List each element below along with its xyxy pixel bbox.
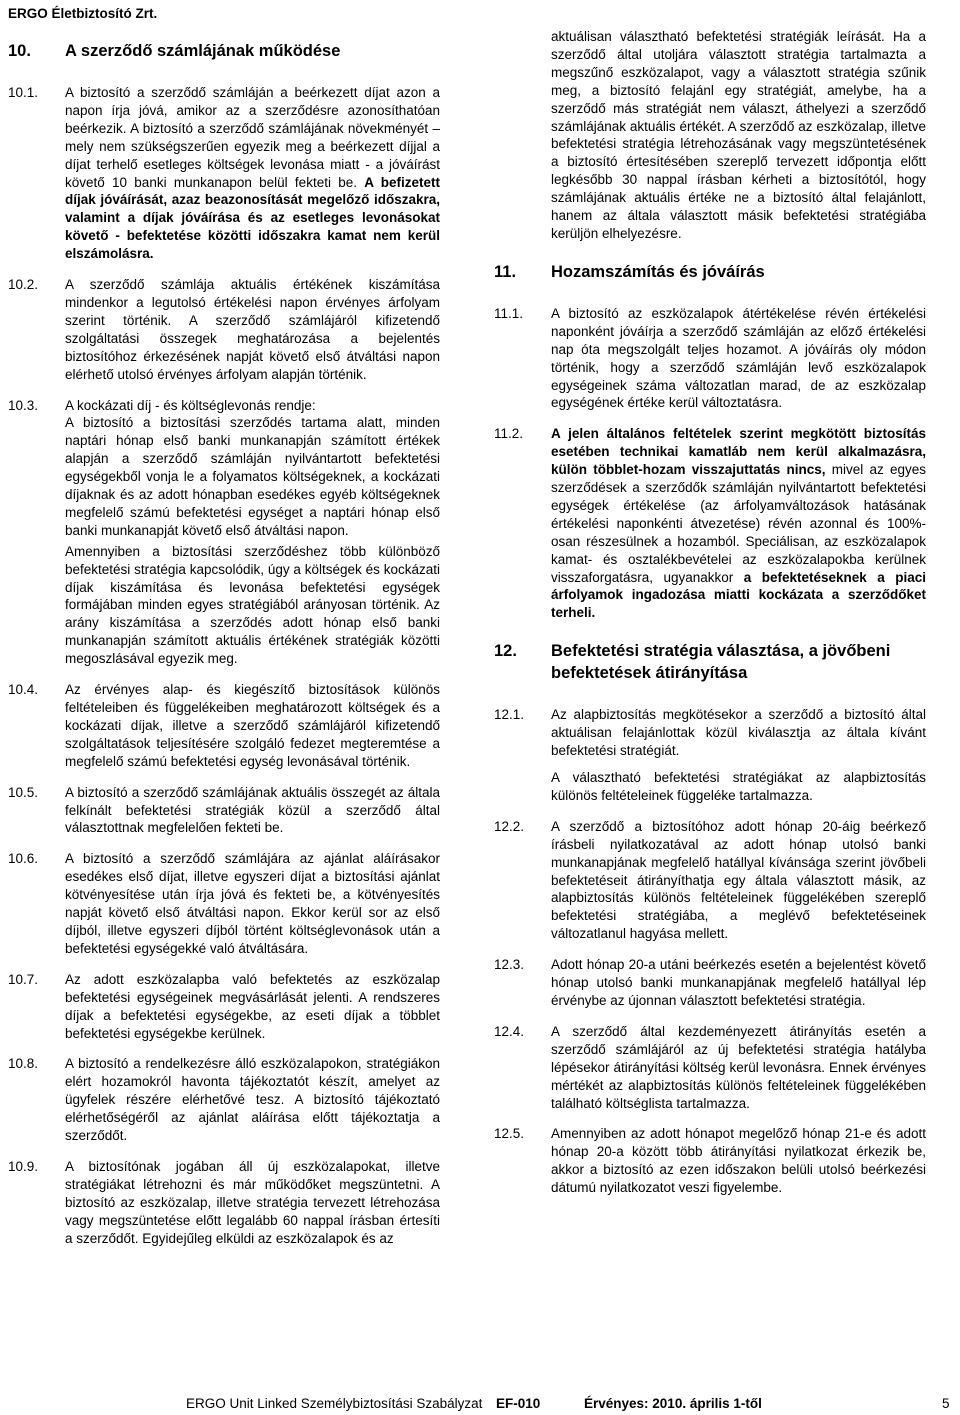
clause-number: 11.1.: [494, 305, 524, 321]
clause-number: 12.3.: [494, 957, 525, 973]
company-header: ERGO Életbiztosító Zrt.: [8, 6, 158, 21]
clause-12-1-paragraph-2: A választható befektetési stratégiákat az alapbiztosítás különös feltételeinek függeléke tartalmazza.: [551, 770, 926, 803]
clause-number: 12.4.: [494, 1023, 525, 1039]
clause-text: Az adott eszközalapba való befektetés az eszközalap befektetési egységeinek megvásárlását jelenti. A rendszeres díjak a befektetési egységekbe, az eseti díjak a többlet befektetési egységekbe kerülnek.: [65, 971, 440, 1041]
clause-10-1: [8, 84, 440, 263]
clause-12-1: [494, 706, 926, 760]
clause-10-9: [8, 1158, 440, 1248]
clause-number: 10.1.: [8, 85, 39, 100]
clause-text: A biztosító a szerződő számlájának aktuális összegét az általa felkínált befektetési stratégiák közül a szerződő által választottnak megfelelően fekteti be.: [65, 784, 440, 836]
clause-12-3: [494, 956, 926, 1010]
clause-12-5: [494, 1125, 926, 1197]
clause-text: Az érvényes alap- és kiegészítő biztosítások különös feltételeiben és függelékeiben meghatározott költségek és a kockázati díjak, illetve a szerződő számlájáról kifizetendő szolgáltatások teljesítésére szolgáló fedezet megteremtése a megfelelő számú befektetési egység levonásával történik.: [65, 682, 440, 769]
footer-validity: Érvényes: 2010. április 1-től: [584, 1396, 762, 1411]
section-10-heading: [8, 40, 440, 62]
clause-text: A biztosító a szerződő számlájára az ajánlat aláírásakor esedékes első díjat, illetve egyszeri díjat a biztosítási ajánlat kötvényesítése után írja jóvá és fekteti be, a kötvényesítés napját követő első átváltási napon. Ekkor kerül sor az első díjból, illetve egyszeri díjból történt költséglevonások után a befektetési egységekké való átváltására.: [65, 851, 440, 956]
clause-text: A szerződő a biztosítóhoz adott hónap 20-áig beérkező írásbeli nyilatkozatával az adott hónap utolsó banki munkanapjának megfelelő hatállyal kívánsága szerint jövőbeli befektetéseit átirányíthatja egy általa választott másik, az alapbiztosítás különös feltételeinek függelékében szereplő befektetési stratégiába, a meglévő befektetéseinek változatlanul hagyása mellett.: [551, 818, 926, 942]
clause-text: [65, 84, 440, 263]
clause-title: A kockázati díj - és költséglevonás rendje:: [65, 397, 316, 413]
clause-text: Az alapbiztosítás megkötésekor a szerződő a biztosító által aktuálisan felajánlottak közül kiválasztja az általa kívánt befektetési stratégiát.: [551, 707, 926, 759]
clause-number: 10.9.: [8, 1158, 39, 1174]
clause-number: 10.3.: [8, 397, 39, 413]
clause-text: A szerződő számlája aktuális értékének kiszámítása mindenkor a legutolsó értékelési napon érvényes árfolyam szerint történik. A szerződő számlájáról kifizetendő szolgáltatási összegek meghatározása a bejelentés biztosítóhoz érkezésének napját követő első átváltási napon elérhető utolsó érvényes árfolyam alapján történik.: [65, 277, 440, 382]
clause-text: Adott hónap 20-a utáni beérkezés esetén a bejelentést követő hónap utolsó banki munkanapjának megfelelő hatállyal lép érvénybe az újonnan választott befektetési stratégia.: [551, 957, 926, 1008]
clause-10-3: [8, 397, 440, 415]
clause-10-3-paragraph-1: A biztosító a biztosítási szerződés tartama alatt, minden naptári hónap első banki munkanapján számított értékek alapján a szerződő számláján nyilvántartott befektetési egységekből vonja le a folyamatos költségeknek, a kockázati díjaknak és az adott hónapban esedékes egyéb költségeknek megfelelő számú befektetési egységet a naptári hónap első banki munkanapját követő első átváltási napon.: [65, 415, 440, 538]
clause-text-regular: A biztosító a szerződő számláján a beérkezett díjat azon a napon írja jóvá, amikor az a szerződésre azonosíthatóan beérkezik. A biztosító a szerződő számlájának növekményét – mely nem szükségszerűen egyezik meg a beérkezett díjjal a díjat terhelő esetleges költségek levonása miatt - a jóváírást követő 10 banki munkanapon belül fekteti be.: [65, 85, 440, 190]
clause-10-3-paragraph-2: Amennyiben a biztosítási szerződéshez több különböző befektetési stratégia kapcsolódik, úgy a költségek és kockázati díjak kiszámítása és levonása befektetési egységek formájában minden egyes stratégiából arányosan történik. Az arány kiszámítása a szerződés adott hónap első banki munkanapján számított aktuális értékének stratégiák közötti megoszlásával egyezik meg.: [65, 543, 440, 667]
clause-12-4: [494, 1023, 926, 1113]
clause-text: A szerződő által kezdeményezett átirányítás esetén a szerződő számlájáról az új befektetési stratégia hatályba lépésekor átirányítási költség kerül levonásra. Ennek érvényes mértékét az alapbiztosítás különös feltételeinek függelékében található költséglista tartalmazza.: [551, 1023, 926, 1111]
section-11-heading: [494, 261, 926, 283]
section-title: Hozamszámítás és jóváírás: [551, 262, 765, 281]
clause-number: 12.2.: [494, 818, 525, 834]
clause-10-9-continuation: aktuálisan választható befektetési stratégiák leírását. Ha a szerződő által utoljára választott stratégia tartalmazta a megszűnő eszközalapot, vagy a választott stratégia szűnik meg, a biztosító felajánl egy stratégiát, amelybe, ha a szerződő más stratégiát nem választ, áthelyezi a szerződő számlájának aktuális értékét. A szerződő az eszközalap, illetve befektetési stratégia létrehozásának vagy megszüntetésének a biztosító értesítésében szereplő tervezett időpontja előtt legkésőbb 30 nappal írásban kérheti a biztosítótól, hogy számlájának aktuális értéke ne a biztosító által felajánlott, hanem az általa választott másik befektetési stratégiába kerüljön elhelyezésre.: [551, 29, 926, 241]
clause-10-2: [8, 276, 440, 383]
clause-number: 12.5.: [494, 1126, 525, 1142]
clause-number: 10.7.: [8, 971, 39, 987]
clause-text: [551, 425, 926, 622]
clause-number: 10.2.: [8, 277, 39, 293]
clause-text: Amennyiben az adott hónapot megelőző hónap 21-e és adott hónap 20-a között több átirányítási nyilatkozat érkezik be, akkor a biztosító az ezen időszakon belüli utolsó beérkezési dátumú nyilatkozatot veszi figyelembe.: [551, 1126, 926, 1196]
clause-text: A biztosítónak jogában áll új eszközalapokat, illetve stratégiákat létrehozni és már működőket megszüntetni. A biztosító az eszközalap, illetve stratégia tervezett létrehozása vagy megszüntetése előtt legalább 60 nappal írásban értesíti a szerződőt. Egyidejűleg elküldi az eszközalapok és az: [65, 1158, 440, 1246]
section-number: 10.: [8, 42, 31, 60]
section-title: Befektetési stratégia választása, a jövőbeni befektetések átirányítása: [551, 642, 891, 683]
footer-page-number: 5: [942, 1396, 950, 1411]
clause-number: 10.6.: [8, 851, 39, 867]
clause-10-8: [8, 1055, 440, 1145]
section-title: A szerződő számlájának működése: [65, 42, 341, 60]
section-12-heading: [494, 640, 926, 684]
section-number: 12.: [494, 642, 517, 661]
clause-10-4: [8, 681, 440, 771]
clause-text: A biztosító az eszközalapok átértékelése révén értékelési naponként jóváírja a szerződő számláján az előző értékelési nap óta megszolgált teljes hozamot. A jóváírás oly módon történik, hogy a szerződő számláján levő eszközalapok egységeinek száma változatlan marad, de az eszközalap egységének értéke kerül változtatásra.: [551, 305, 926, 411]
clause-number: 10.4.: [8, 682, 39, 698]
clause-text-regular: mivel az egyes szerződések a szerződők számláján nyilvántartott befektetési egységek értékelése (az árfolyamváltozások hatásának értékelési naponkénti átvezetése) révén azonnal és 100%-osan részesülnek a hozamból. Speciálisan, az eszközalapok kamat- és osztalékbevételei az eszközalapokba kerülnek visszaforgatásra, ugyanakkor: [551, 462, 926, 585]
clause-number: 12.1.: [494, 707, 525, 723]
clause-text-bold: A befizetett díjak jóváírását, azaz beazonosítását megelőző időszakra, valamint a díjak jóváírása és az esetleges levonásokat követő - befektetése közötti időszakra kamat nem kerül elszámolásra.: [65, 174, 440, 262]
clause-number: 10.5.: [8, 784, 39, 800]
section-number: 11.: [494, 262, 517, 281]
right-column: [494, 22, 926, 1210]
clause-text-bold-end: a befektetéseknek a piaci árfolyamok ingadozása miatti kockázata a szerződőket terheli.: [551, 569, 926, 621]
left-column: [8, 22, 440, 1260]
footer-code: EF-010: [496, 1396, 541, 1411]
clause-12-2: [494, 818, 926, 943]
clause-11-1: [494, 305, 926, 412]
clause-text: A biztosító a rendelkezésre álló eszközalapokon, stratégiákon elért hozamokról havonta tájékoztatót készít, amelyet az ügyfelek részére elérhetővé tesz. A biztosító tájékoztató elérhetőségéről az ajánlat aláírása előtt tájékoztatja a szerződőt.: [65, 1056, 440, 1144]
clause-10-7: [8, 971, 440, 1043]
footer-document-title: ERGO Unit Linked Személybiztosítási Szabályzat: [186, 1396, 483, 1411]
clause-10-6: [8, 850, 440, 957]
clause-11-2: [494, 425, 926, 622]
clause-10-5: [8, 784, 440, 838]
clause-number: 11.2.: [494, 426, 524, 442]
clause-text-bold: A jelen általános feltételek szerint megkötött biztosítás esetében technikai kamatláb nem kerül alkalmazásra, külön többlet-hozam visszajuttatás nincs,: [551, 426, 926, 478]
clause-number: 10.8.: [8, 1056, 39, 1072]
